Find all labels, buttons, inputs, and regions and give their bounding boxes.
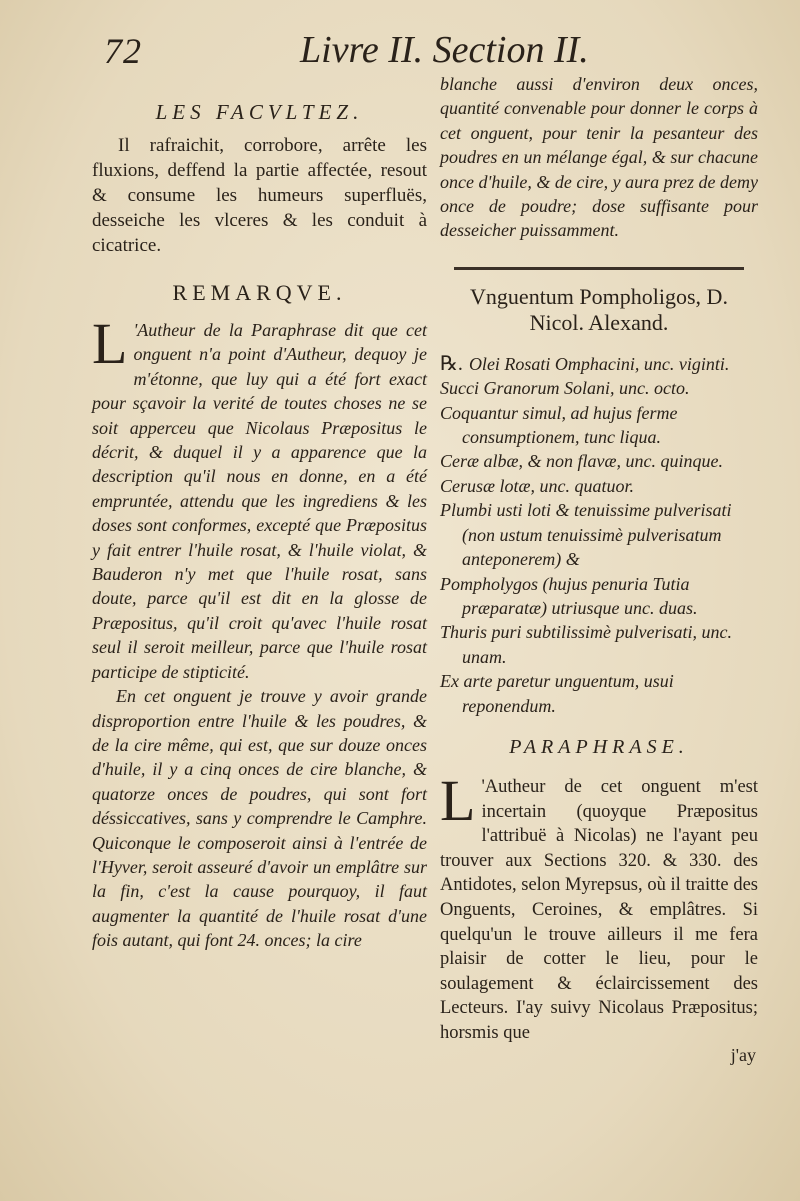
recipe-line: Coquantur simul, ad hujus ferme consumptionem, tunc liqua. xyxy=(440,402,678,448)
paraphrase-body xyxy=(440,767,758,1046)
recipe-line: Cerusæ lotæ, unc. quatuor. xyxy=(440,475,635,496)
recipe-line: Thuris puri subtilissimè pulverisati, unc. unam. xyxy=(440,622,733,667)
left-column xyxy=(92,96,427,953)
recipe-line: Ceræ albæ, & non flavæ, unc. quinque. xyxy=(440,451,723,472)
recipe-title-line-2: Nicol. Alexand. xyxy=(529,309,669,335)
remarque-dropcap: L xyxy=(92,311,128,376)
remarque-body xyxy=(92,311,427,953)
recipe-symbol: ℞. xyxy=(440,352,463,375)
remarque-heading: REMARQVE. xyxy=(172,280,347,305)
recipe-line xyxy=(440,352,758,376)
page-number: 72 xyxy=(104,31,142,71)
continuation-text: blanche aussi d'environ deux onces, quantité convenable pour donner le corps à cet onguent, pour tenir la pesanteur des poudres en un mélange égal, & sur chacune once d'huile, & de cire, y aura prez de demy once de poudre; dose suffisante pour desseicher puissamment. xyxy=(440,74,758,241)
facultez-text: Il rafraichit, corrobore, arrête les fluxions, deffend la partie affectée, resout & consume les humeurs superfluës, desseiche les vlceres & les conduit à cicatrice. xyxy=(92,135,427,256)
section-rule xyxy=(454,267,744,270)
recipe-list xyxy=(440,352,758,718)
recipe-line: Ex arte paretur unguentum, usui reponendum. xyxy=(440,671,674,716)
paraphrase-heading: PARAPHRASE. xyxy=(509,735,689,758)
recipe-line: Plumbi usti loti & tenuissime pulverisati (non ustum tenuissimè pulverisatum anteponerem) & xyxy=(440,500,732,570)
recipe-title xyxy=(440,284,758,336)
remarque-paragraph-1: 'Autheur de la Paraphrase dit que cet onguent n'a point d'Autheur, dequoy je m'étonne, que luy qui a été fort exact pour sçavoir la verité de toutes choses ne se soit apperceu que Nicolaus Præpositus le décrit, & duquel il y a apparence que la description qu'il nous en donne, en a été empruntée, attendu que les ingrediens & les doses sont conformes, excepté que Præpositus y fait entrer l'huile rosat, & l'huile violat, & Bauderon n'y met que l'huile rosat, sans doute, parce qu'il est dit en la glosse de Præpositus, qu'il croit qu'avec l'huile rosat seul il seroit meilleur, parce que l'huile rosat participe de stipticité. xyxy=(92,320,427,682)
remarque-paragraph-2: En cet onguent je trouve y avoir grande disproportion entre l'huile & les poudres, & de la cire même, qui est, que sur douze onces d'huile, il y a cinq onces de cire blanche, & quatorze onces de poudres, qui sont fort déssiccatives, sans y comprendre le Camphre. Quiconque le composeroit ainsi à l'entrée de l'Hyver, seroit asseuré d'avoir un emplâtre sur la fin, c'est la cause pourquoy, il faut augmenter la quantité de l'huile rosat d'une fois autant, qui font 24. onces; la cire xyxy=(92,686,427,951)
recipe-line: Succi Granorum Solani, unc. octo. xyxy=(440,378,690,399)
facultez-heading: LES FACVLTEZ. xyxy=(155,100,364,124)
recipe-title-line-1: Vnguentum Pompholigos, D. xyxy=(470,283,728,309)
recipe-line-text: Olei Rosati Omphacini, unc. viginti. xyxy=(468,353,730,374)
paraphrase-dropcap: L xyxy=(440,767,476,833)
recipe-line: Pompholygos (hujus penuria Tutia præparatæ) utriusque unc. duas. xyxy=(440,573,698,618)
catchword: j'ay xyxy=(730,1045,756,1066)
running-title: Livre II. Section II. xyxy=(300,29,589,71)
paraphrase-text: 'Autheur de cet onguent m'est incertain (quoyque Præpositus l'attribuë à Nicolas) ne l'ayant peu trouver aux Sections 320. & 330. des Antidotes, selon Myrepsus, où il traitte des Onguents, Ceroines, & emplâtres. Si quelqu'un le trouve ailleurs il me fera plaisir de cotter le lieu, pour le soulagement & éclaircissement des Lecteurs. I'ay suivy Nicolaus Præpositus; horsmis que xyxy=(440,776,758,1043)
right-column xyxy=(440,72,758,1066)
